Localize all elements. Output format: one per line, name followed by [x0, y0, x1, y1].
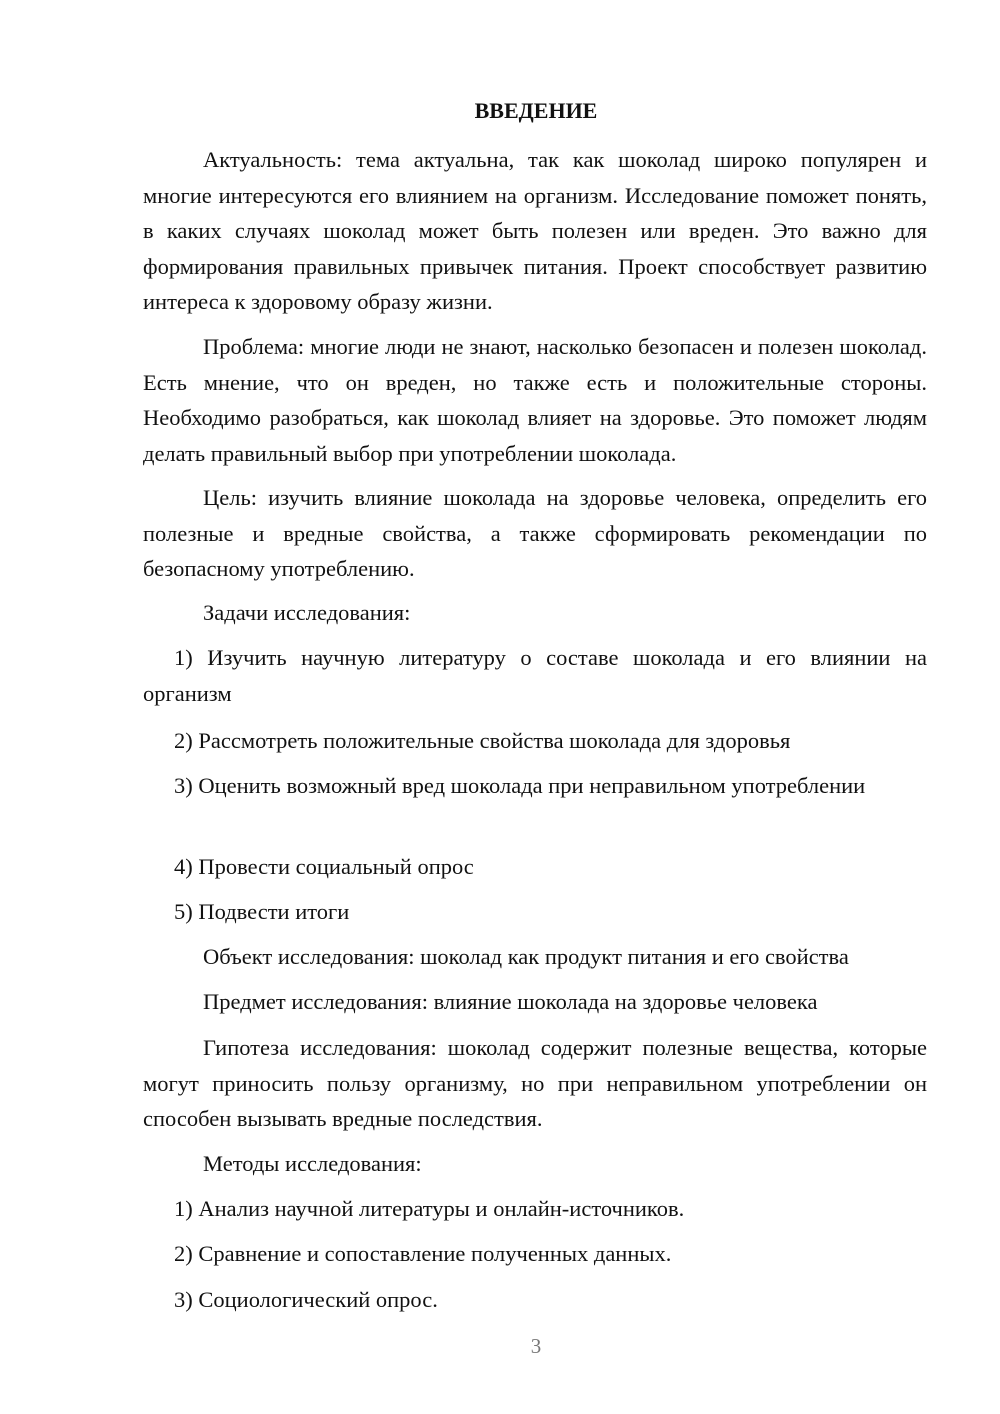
task-item: 1) Изучить научную литературу о составе шоколада и его влиянии на организм [143, 645, 927, 706]
method-item: 3) Социологический опрос. [174, 1287, 438, 1312]
paragraph-goal: Цель: изучить влияние шоколада на здоровье человека, определить его полезные и вредные свойства, а также сформировать рекомендации по безопасному употреблению. [143, 485, 927, 581]
method-item: 1) Анализ научной литературы и онлайн-источников. [174, 1196, 685, 1221]
task-item: 5) Подвести итоги [174, 899, 350, 924]
paragraph-methods-title: Методы исследования: [203, 1151, 422, 1176]
task-item: 4) Провести социальный опрос [174, 854, 474, 879]
task-item: 3) Оценить возможный вред шоколада при неправильном употреблении [174, 773, 866, 798]
page-heading: ВВЕДЕНИЕ [474, 98, 598, 123]
paragraph-hypothesis: Гипотеза исследования: шоколад содержит полезные вещества, которые могут приносить пользу организму, но при неправильном употреблении он способен вызывать вредные последствия. [143, 1035, 927, 1131]
paragraph-subject: Предмет исследования: влияние шоколада на здоровье человека [203, 989, 818, 1014]
paragraph-problem: Проблема: многие люди не знают, насколько безопасен и полезен шоколад. Есть мнение, что он вреден, но также есть и положительные стороны. Необходимо разобраться, как шоколад влияет на здоровье. Это поможет людям делать правильный выбор при употреблении шоколада. [143, 334, 927, 466]
task-item: 2) Рассмотреть положительные свойства шоколада для здоровья [174, 728, 791, 753]
method-item: 2) Сравнение и сопоставление полученных данных. [174, 1241, 672, 1266]
paragraph-object: Объект исследования: шоколад как продукт питания и его свойства [203, 944, 849, 969]
page-number: 3 [530, 1334, 542, 1358]
paragraph-relevance: Актуальность: тема актуальна, так как шоколад широко популярен и многие интересуются его влиянием на организм. Исследование поможет понять, в каких случаях шоколад может быть полезен или вреден. Это важно для формирования правильных привычек питания. Проект способствует развитию интереса к здоровому образу жизни. [143, 147, 927, 314]
paragraph-tasks-title: Задачи исследования: [203, 600, 411, 625]
